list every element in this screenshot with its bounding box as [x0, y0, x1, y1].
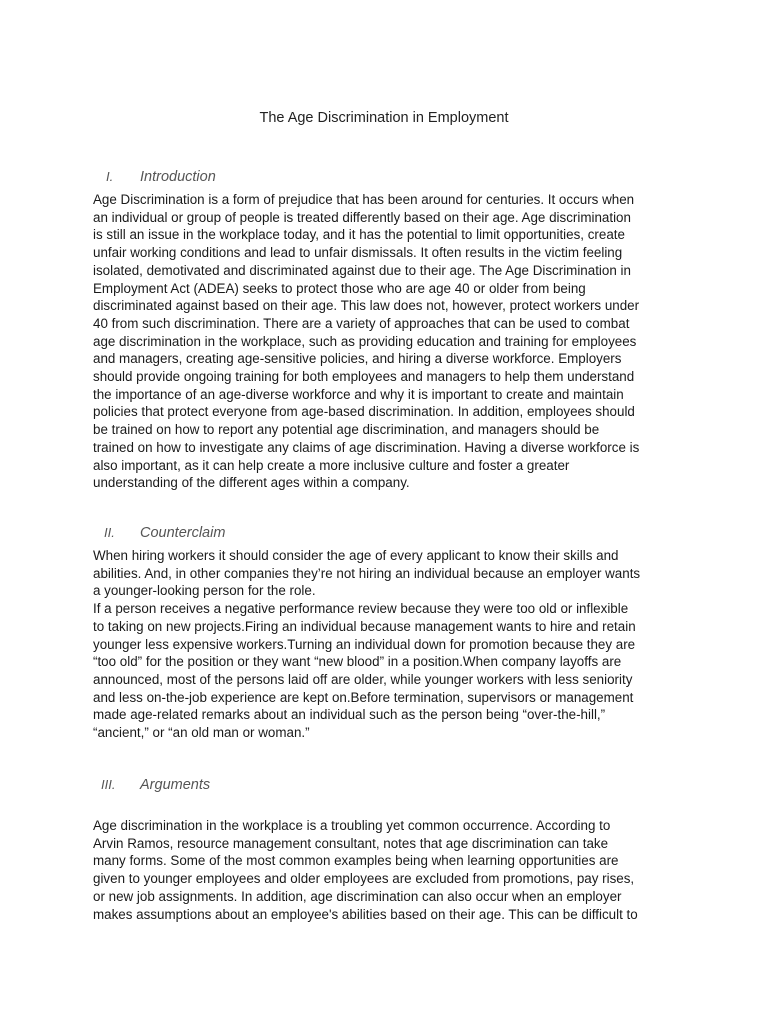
section-title: Counterclaim [140, 525, 226, 541]
section-numeral: II. [104, 525, 115, 540]
section-heading-arguments [0, 776, 768, 794]
section-heading-introduction [0, 168, 768, 186]
introduction-paragraph: Age Discrimination is a form of prejudice that has been around for centuries. It occurs when an individual or group of people is treated differently based on their age. Age discrimination is still an issue in the workplace today, and it has the potential to limit opportunities, create unfair working conditions and lead to unfair dismissals. It often results in the victim feeling isolated, demotivated and discriminated against due to their age. The Age Discrimination in Employment Act (ADEA) seeks to protect those who are age 40 or older from being discriminated against based on their age. This law does not, however, protect workers under 40 from such discrimination. There are a variety of approaches that can be used to combat age discrimination in the workplace, such as providing education and training for employees and managers, creating age-sensitive policies, and hiring a diverse workforce. Employers should provide ongoing training for both employees and managers to help them understand the importance of an age-diverse workforce and why it is important to create and maintain policies that protect everyone from age-based discrimination. In addition, employees should be trained on how to report any potential age discrimination, and managers should be trained on how to investigate any claims of age discrimination. Having a diverse workforce is also important, as it can help create a more inclusive culture and foster a greater understanding of the different ages within a company. [93, 192, 640, 491]
counterclaim-paragraph: When hiring workers it should consider the age of every applicant to know their skills and abilities. And, in other companies they’re not hiring an individual because an employer wants a younger-looking person for the role. If a person receives a negative performance review because they were too old or inflexible to taking on new projects.Firing an individual because management wants to hire and retain younger less expensive workers.Turning an individual down for promotion because they are “too old” for the position or they want “new blood” in a position.When company layoffs are announced, most of the persons laid off are older, while younger workers with less seniority and less on-the-job experience are kept on.Before termination, supervisors or management made age-related remarks about an individual such as the person being “over-the-hill,” “ancient,” or “an old man or woman.” [93, 548, 641, 741]
section-title: Introduction [140, 169, 216, 185]
section-numeral: I. [106, 169, 114, 184]
section-heading-counterclaim [0, 524, 768, 542]
section-title: Arguments [140, 777, 211, 793]
document-title: The Age Discrimination in Employment [259, 110, 509, 126]
section-numeral: III. [101, 777, 116, 792]
arguments-paragraph: Age discrimination in the workplace is a troubling yet common occurrence. According to Arvin Ramos, resource management consultant, notes that age discrimination can take many forms. Some of the most common examples being when learning opportunities are given to younger employees and older employees are excluded from promotions, pay rises, or new job assignments. In addition, age discrimination can also occur when an employer makes assumptions about an employee's abilities based on their age. This can be difficult to [93, 818, 638, 922]
